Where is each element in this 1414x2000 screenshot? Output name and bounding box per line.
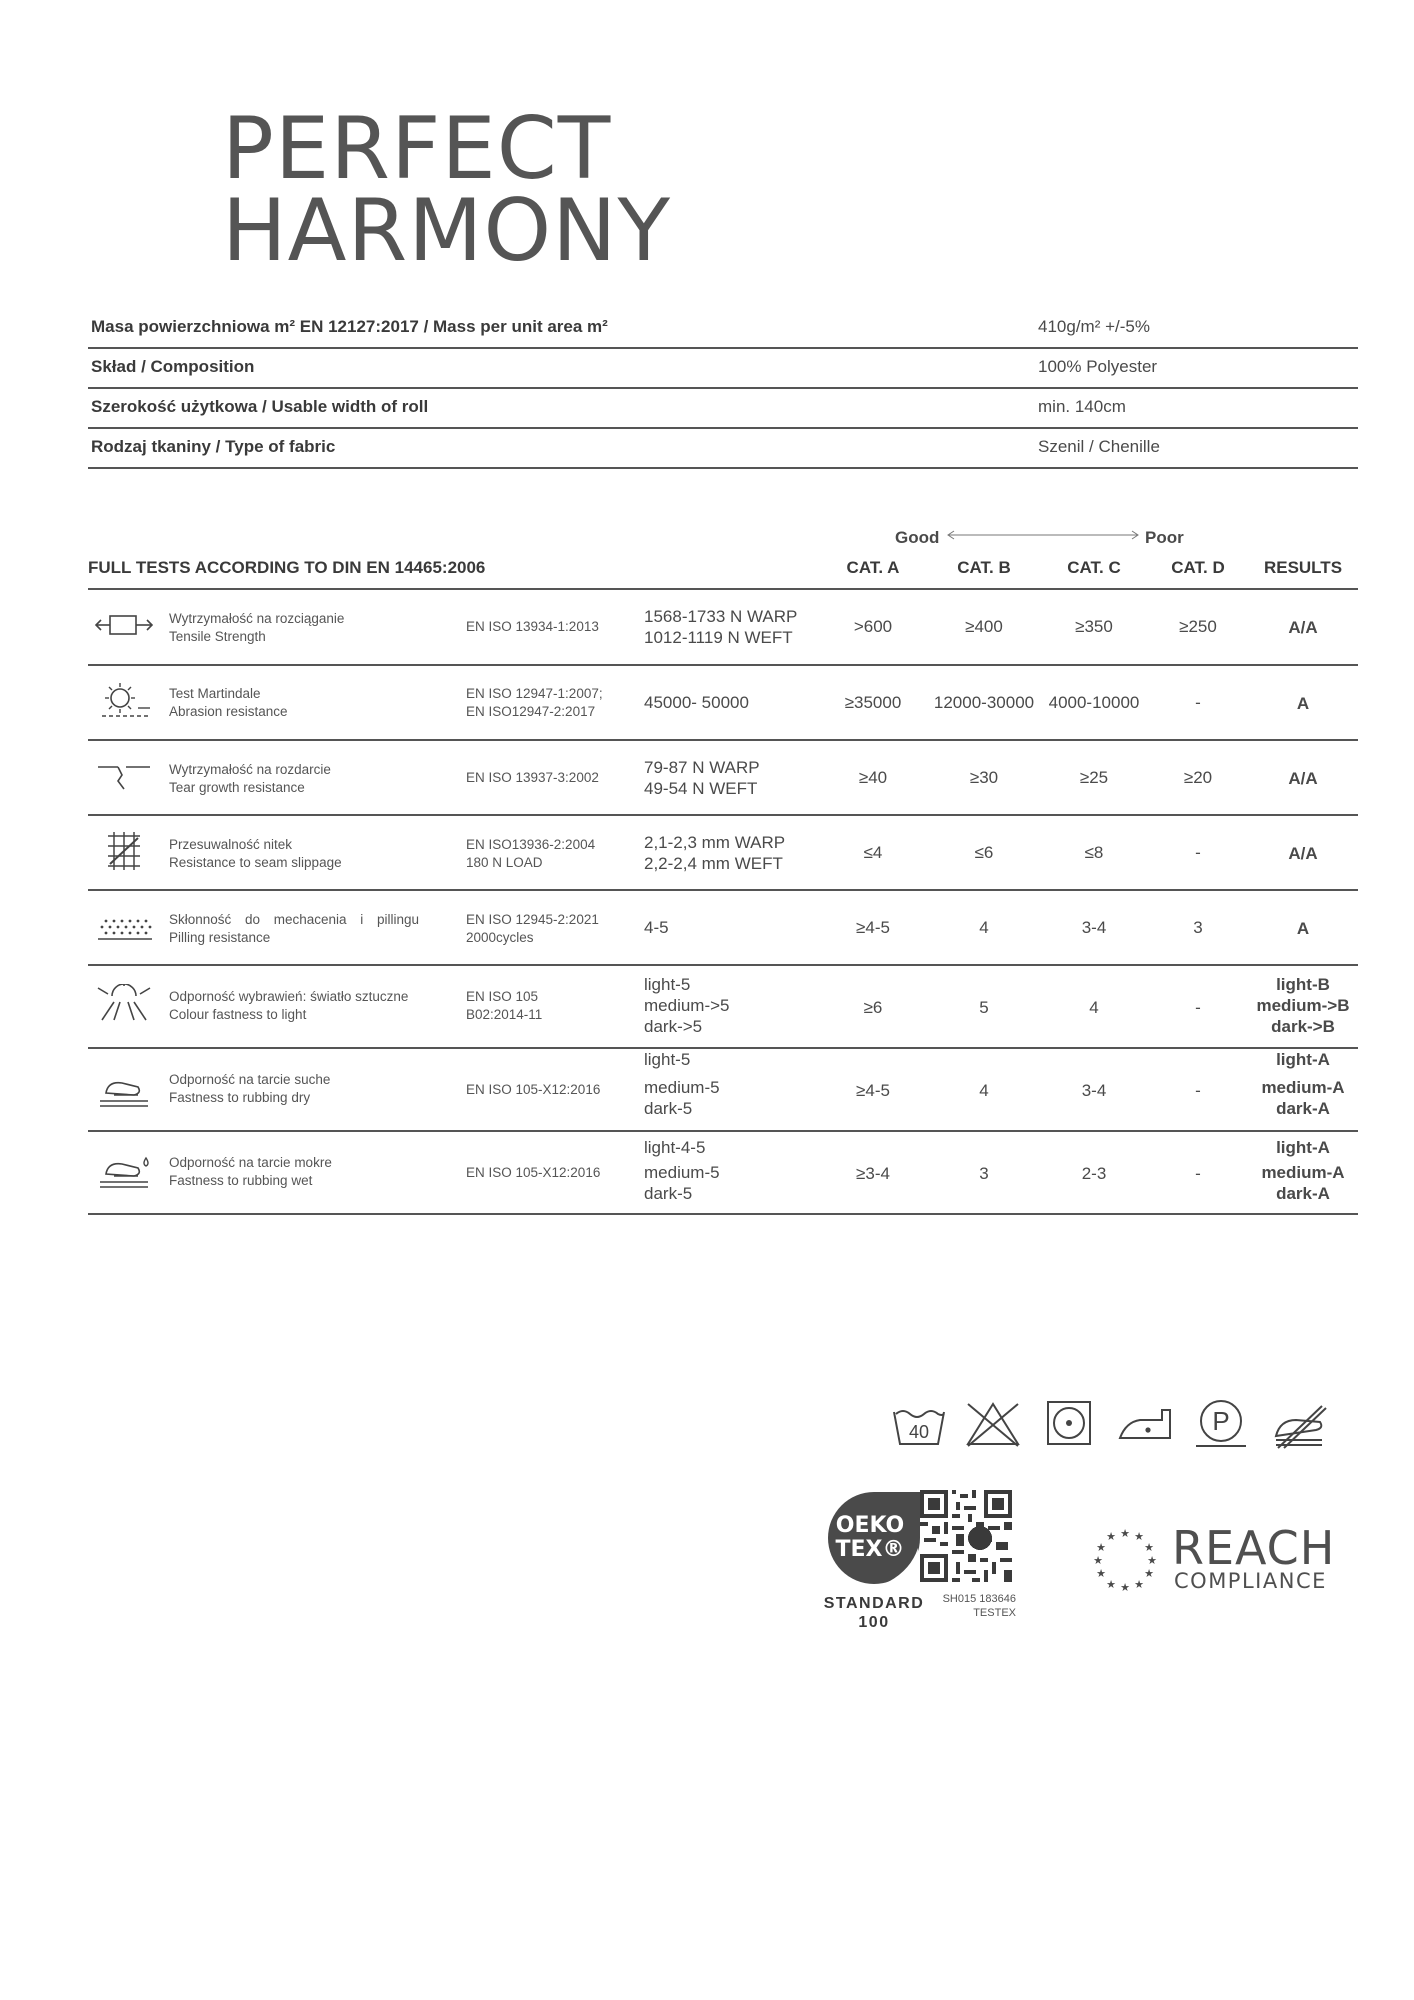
reach-title: REACH	[1172, 1521, 1336, 1575]
cat-a-value: ≤4	[863, 843, 883, 862]
test-standard	[466, 836, 595, 872]
result-value	[1248, 1049, 1358, 1119]
svg-text:★: ★	[1096, 1567, 1106, 1580]
test-value	[644, 1137, 720, 1204]
cat-c-value: 3-4	[1081, 918, 1107, 937]
result-line: medium-A	[1261, 1163, 1345, 1182]
tensile-strength-icon	[94, 606, 154, 646]
test-name-pl: Wytrzymałość na rozciąganie	[169, 611, 345, 626]
cat-c-value: ≥350	[1075, 617, 1113, 636]
test-standard-line: EN ISO 105-X12:2016	[466, 1165, 601, 1180]
test-name-pl: Odporność na tarcie mokre	[169, 1155, 332, 1170]
svg-text:★: ★	[1144, 1541, 1154, 1554]
test-name-en: Fastness to rubbing dry	[169, 1090, 311, 1105]
cat-b-value: ≥400	[965, 617, 1003, 636]
cat-d-value: -	[1195, 693, 1201, 712]
page-title	[222, 99, 672, 281]
result-line: dark-A	[1276, 1184, 1330, 1203]
good-poor-scale	[895, 520, 1295, 550]
test-row	[88, 966, 1358, 1049]
test-standard-line: EN ISO 13934-1:2013	[466, 619, 599, 634]
svg-text:★: ★	[1093, 1554, 1103, 1567]
test-standard-line: EN ISO 12947-1:2007;	[466, 686, 603, 701]
cat-a-value: ≥6	[863, 998, 883, 1017]
test-value-line: light-5	[644, 1050, 691, 1069]
spec-row	[88, 389, 1358, 429]
test-value	[644, 917, 669, 938]
title-line-1: PERFECT	[222, 99, 612, 199]
result-line: light-A	[1276, 1138, 1330, 1157]
spec-label: Rodzaj tkaniny / Type of fabric	[91, 437, 336, 456]
reach-compliance-logo	[1090, 1521, 1350, 1595]
test-name-en: Resistance to seam slippage	[169, 855, 342, 870]
spec-value: 410g/m² +/-5%	[1038, 317, 1150, 336]
result-value: A	[1296, 694, 1310, 713]
dry-clean-letter: P	[1212, 1406, 1230, 1436]
svg-text:★: ★	[1106, 1530, 1116, 1543]
test-standard-line: EN ISO 105-X12:2016	[466, 1082, 601, 1097]
test-value	[644, 606, 797, 648]
cat-c-value: ≤8	[1084, 843, 1104, 862]
light-fastness-icon	[94, 984, 154, 1024]
cat-b-value: 12000-30000	[933, 693, 1035, 712]
oeko-standard-label	[812, 1594, 936, 1632]
spec-label: Masa powierzchniowa m² EN 12127:2017 / Mass per unit area m²	[91, 317, 608, 336]
oeko-tex-badge-icon	[818, 1488, 930, 1588]
test-name-en: Tensile Strength	[169, 629, 266, 644]
result-value: A/A	[1288, 844, 1318, 863]
test-name-en: Fastness to rubbing wet	[169, 1173, 313, 1188]
test-row	[88, 816, 1358, 891]
header-cat-d: CAT. D	[1171, 558, 1225, 577]
svg-text:★: ★	[1144, 1567, 1154, 1580]
cat-b-value: 5	[979, 998, 989, 1017]
no-bleach-icon	[964, 1398, 1022, 1450]
test-name	[169, 911, 419, 947]
double-arrow-icon	[945, 529, 1141, 541]
dry-clean-p-icon	[1192, 1398, 1250, 1450]
test-name-pl: Wytrzymałość na rozdarcie	[169, 762, 331, 777]
cat-a-value: ≥4-5	[856, 918, 890, 937]
test-name-pl: Odporność wybrawień: światło sztuczne	[169, 989, 409, 1004]
tex-text: TEX®	[835, 1537, 905, 1562]
cat-b-value: 4	[979, 1081, 989, 1100]
test-name	[169, 1154, 332, 1190]
test-name	[169, 610, 344, 646]
test-value	[644, 832, 785, 874]
test-value-line: 79-87 N WARP	[644, 758, 760, 777]
test-name-pl: Przesuwalność nitek	[169, 837, 293, 852]
spec-value: min. 140cm	[1038, 397, 1126, 416]
test-standard-line: EN ISO 13937-3:2002	[466, 770, 599, 785]
cat-a-value: ≥3-4	[856, 1164, 890, 1183]
tumble-dry-icon	[1040, 1398, 1098, 1450]
tests-title: FULL TESTS ACCORDING TO DIN EN 14465:2006	[88, 558, 486, 577]
cat-d-value: ≥20	[1183, 768, 1213, 787]
test-name	[169, 685, 288, 721]
oeko-tex-logo	[818, 1488, 930, 1631]
no-wet-brush-icon	[1270, 1398, 1328, 1450]
pilling-icon	[94, 907, 154, 947]
svg-text:★: ★	[1096, 1541, 1106, 1554]
eu-stars-icon	[1090, 1525, 1160, 1595]
test-name	[169, 836, 342, 872]
result-line: medium-A	[1261, 1078, 1345, 1097]
test-row	[88, 590, 1358, 666]
header-cat-b: CAT. B	[957, 558, 1011, 577]
test-name-en: Pilling resistance	[169, 930, 271, 945]
test-standard-line: B02:2014-11	[466, 1007, 543, 1022]
cat-d-value: 3	[1193, 918, 1203, 937]
cat-d-value: -	[1195, 1164, 1201, 1183]
cat-c-value: 4	[1089, 998, 1099, 1017]
result-value: A/A	[1288, 769, 1318, 788]
test-row	[88, 741, 1358, 816]
spec-value: 100% Polyester	[1038, 357, 1158, 376]
test-row	[88, 1132, 1358, 1215]
header-results: RESULTS	[1263, 558, 1343, 577]
certificate-code	[926, 1592, 1016, 1620]
test-standard-line: EN ISO12947-2:2017	[466, 704, 596, 719]
test-standard-line: EN ISO 12945-2:2021	[466, 912, 599, 927]
test-standard-line: EN ISO 105	[466, 989, 539, 1004]
test-standard	[466, 1081, 600, 1099]
test-value	[644, 692, 749, 713]
test-value-line: medium-5	[644, 1163, 720, 1182]
tests-header	[88, 558, 1358, 590]
test-value-line: 2,2-2,4 mm WEFT	[644, 854, 783, 873]
test-name-en: Abrasion resistance	[169, 704, 288, 719]
test-value-line: 1568-1733 N WARP	[644, 607, 798, 626]
test-standard-line: 2000cycles	[466, 930, 534, 945]
test-standard	[466, 988, 542, 1024]
header-cat-a: CAT. A	[846, 558, 900, 577]
cat-b-value: 4	[979, 918, 989, 937]
result-value: A	[1296, 919, 1310, 938]
header-cat-c: CAT. C	[1067, 558, 1121, 577]
test-value-line: medium-5	[644, 1078, 720, 1097]
wash-temperature: 40	[908, 1422, 930, 1442]
standard-text: STANDARD	[823, 1595, 925, 1612]
scale-poor-label: Poor	[1145, 528, 1184, 547]
cat-b-value: 3	[979, 1164, 989, 1183]
spec-row	[88, 309, 1358, 349]
test-value-line: dark->5	[644, 1017, 703, 1036]
spec-row	[88, 349, 1358, 389]
standard-number: 100	[858, 1614, 890, 1631]
cat-c-value: 3-4	[1081, 1081, 1107, 1100]
result-line: light-A	[1276, 1050, 1330, 1069]
test-standard-line: 180 N LOAD	[466, 855, 543, 870]
test-standard	[466, 685, 603, 721]
rubbing-dry-icon	[94, 1073, 154, 1113]
oeko-text: OEKO	[835, 1513, 905, 1538]
test-row	[88, 891, 1358, 966]
spec-label: Szerokość użytkowa / Usable width of roll	[91, 397, 429, 416]
martindale-icon	[94, 680, 154, 720]
test-name-pl: Skłonność do mechacenia i pillingu	[169, 912, 419, 927]
cat-c-value: ≥25	[1079, 768, 1109, 787]
spec-label: Skład / Composition	[91, 357, 255, 376]
result-line: dark->B	[1271, 1017, 1335, 1036]
test-value-line: dark-5	[644, 1099, 693, 1118]
spec-row	[88, 429, 1358, 469]
test-value-line: 4-5	[644, 918, 669, 937]
cat-a-value: >600	[853, 617, 893, 636]
test-name	[169, 1071, 330, 1107]
test-value	[644, 1049, 720, 1119]
cat-a-value: ≥40	[858, 768, 888, 787]
result-line: medium->B	[1256, 996, 1350, 1015]
tear-growth-icon	[94, 757, 154, 797]
cat-d-value: -	[1195, 998, 1201, 1017]
test-value-line: 49-54 N WEFT	[644, 779, 758, 798]
cat-d-value: -	[1195, 843, 1201, 862]
seam-slippage-icon	[94, 830, 154, 870]
test-standard	[466, 618, 599, 636]
cat-c-value: 2-3	[1081, 1164, 1107, 1183]
svg-text:★: ★	[1120, 1527, 1130, 1540]
cat-b-value: ≤6	[974, 843, 994, 862]
test-value-line: light-5	[644, 975, 691, 994]
cat-a-value: ≥35000	[844, 693, 902, 712]
test-value-line: light-4-5	[644, 1138, 706, 1157]
test-name	[169, 988, 408, 1024]
result-value	[1248, 974, 1358, 1037]
test-row	[88, 1049, 1358, 1132]
reach-subtitle: COMPLIANCE	[1174, 1569, 1327, 1593]
test-value	[644, 974, 730, 1037]
test-standard-line: EN ISO13936-2:2004	[466, 837, 596, 852]
spec-value: Szenil / Chenille	[1038, 437, 1160, 456]
result-line: dark-A	[1276, 1099, 1330, 1118]
test-name	[169, 761, 331, 797]
care-symbols	[890, 1398, 1360, 1452]
cat-b-value: ≥30	[969, 768, 999, 787]
svg-text:★: ★	[1106, 1578, 1116, 1591]
test-value-line: 45000- 50000	[644, 693, 749, 712]
svg-text:★: ★	[1134, 1530, 1144, 1543]
svg-text:★: ★	[1134, 1578, 1144, 1591]
cat-c-value: 4000-10000	[1048, 693, 1140, 712]
qr-code-icon	[920, 1490, 1012, 1582]
certificate-number: SH015 183646	[942, 1593, 1016, 1605]
test-name-pl: Odporność na tarcie suche	[169, 1072, 331, 1087]
certificate-institute: TESTEX	[973, 1607, 1016, 1619]
test-name-pl: Test Martindale	[169, 686, 261, 701]
svg-text:★: ★	[1147, 1554, 1157, 1567]
cat-d-value: -	[1195, 1081, 1201, 1100]
iron-low-icon	[1116, 1398, 1174, 1450]
wash-40-icon	[890, 1398, 948, 1450]
cat-a-value: ≥4-5	[856, 1081, 890, 1100]
test-row	[88, 666, 1358, 741]
specs-table	[88, 309, 1358, 469]
test-value-line: 1012-1119 N WEFT	[644, 628, 793, 647]
scale-good-label: Good	[895, 528, 940, 547]
result-value	[1248, 1137, 1358, 1204]
svg-text:★: ★	[1120, 1581, 1130, 1594]
test-value-line: medium->5	[644, 996, 730, 1015]
result-value: A/A	[1288, 618, 1318, 637]
test-standard	[466, 1164, 600, 1182]
test-value-line: dark-5	[644, 1184, 693, 1203]
test-standard	[466, 911, 599, 947]
test-standard	[466, 769, 599, 787]
test-name-en: Colour fastness to light	[169, 1007, 307, 1022]
title-line-2: HARMONY	[222, 181, 672, 281]
test-value-line: 2,1-2,3 mm WARP	[644, 833, 786, 852]
rubbing-wet-icon	[94, 1154, 154, 1194]
test-name-en: Tear growth resistance	[169, 780, 305, 795]
cat-d-value: ≥250	[1179, 617, 1217, 636]
result-line: light-B	[1276, 975, 1330, 994]
test-value	[644, 757, 760, 799]
